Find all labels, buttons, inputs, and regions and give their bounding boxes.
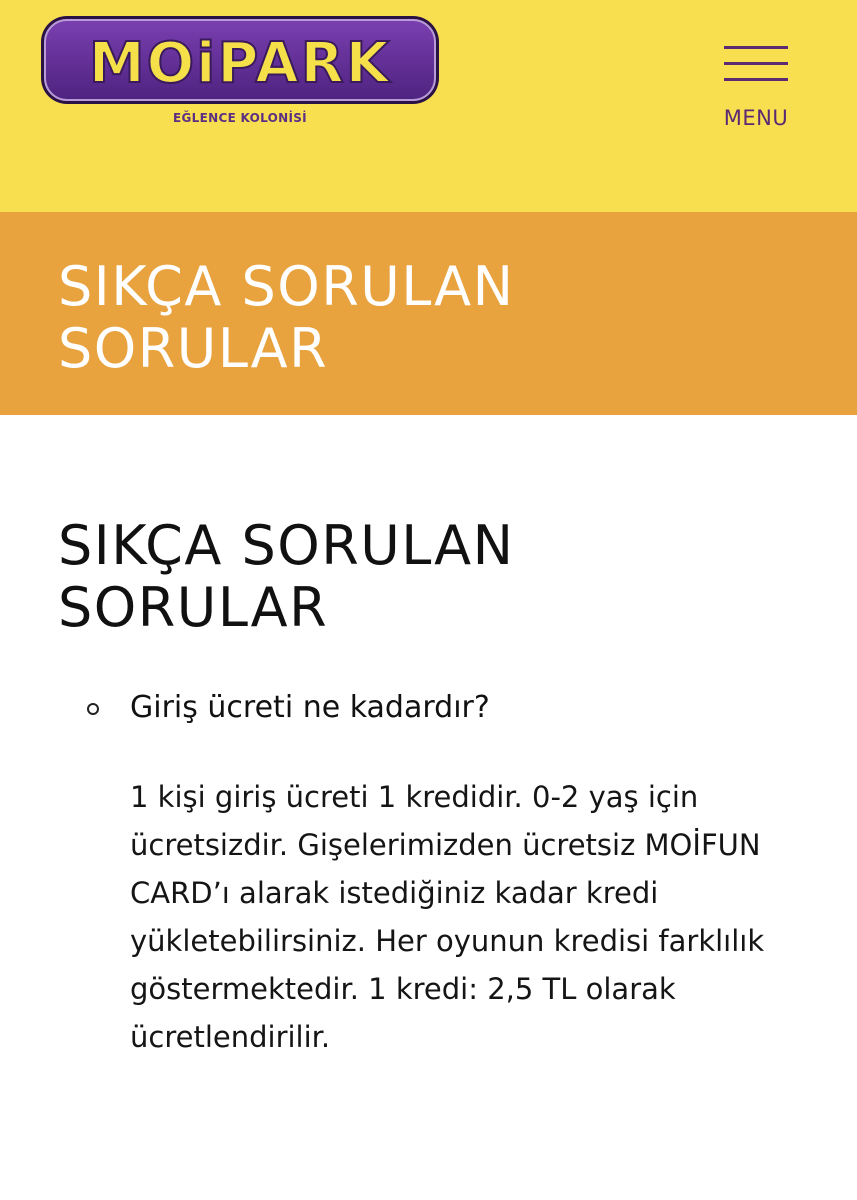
- faq-question[interactable]: Giriş ücreti ne kadardır?: [130, 690, 490, 725]
- hamburger-icon: [724, 46, 788, 82]
- main-content: [0, 415, 857, 1061]
- faq-answer: 1 kişi giriş ücreti 1 kredidir. 0-2 yaş için ücretsizdir. Gişelerimizden ücretsiz MOİFUN CARD’ı alarak istediğiniz kadar kredi yükletebilirsiniz. Her oyunun kredisi farklılık göstermektedir. 1 kredi: 2,5 TL olarak ücretlendirilir.: [130, 780, 765, 1054]
- logo-wordmark: MOiPARK: [88, 31, 392, 96]
- logo-tagline: EĞLENCE KOLONİSİ: [173, 111, 307, 125]
- moipark-logo[interactable]: [38, 12, 442, 134]
- faq-list: [58, 683, 799, 1061]
- page-title: SIKÇA SORULAN SORULAR: [58, 514, 515, 639]
- menu-label: MENU: [723, 106, 789, 130]
- faq-item: [58, 683, 799, 1061]
- site-header: [0, 0, 857, 212]
- banner-title: SIKÇA SORULAN SORULAR: [58, 255, 515, 380]
- bullet-circle-icon: [87, 703, 99, 715]
- page-banner: [0, 212, 857, 415]
- menu-button[interactable]: [716, 40, 796, 136]
